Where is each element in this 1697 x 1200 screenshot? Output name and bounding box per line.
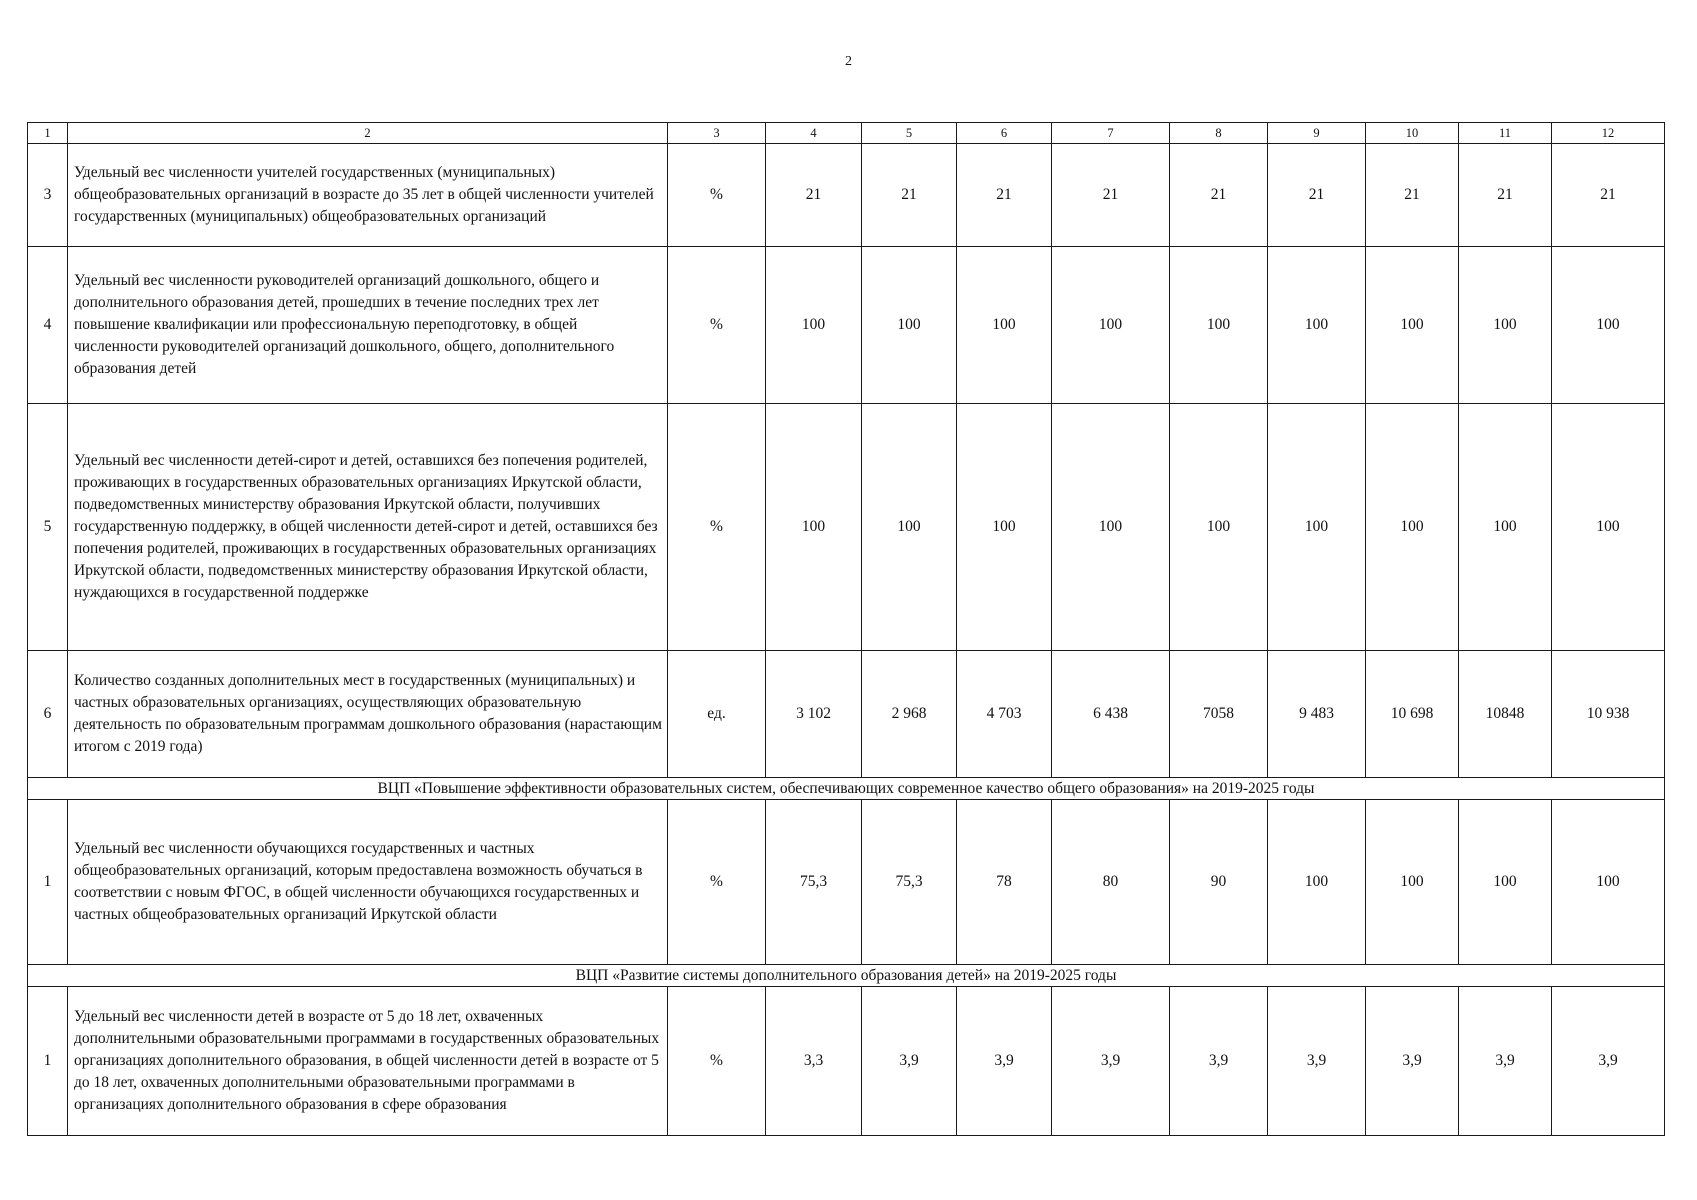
section-title-additional-education: ВЦП «Развитие системы дополнительного образования детей» на 2019-2025 годы [28,965,1665,987]
value-cell: 3,9 [1268,987,1366,1136]
unit-cell: % [668,404,766,651]
value-cell: 100 [862,404,957,651]
indicator-name: Удельный вес численности учителей государственных (муниципальных) общеобразовательных организаций в возрасте до 35 лет в общей численности учителей государственных (муниципальных) общеобразовательных организаций [68,144,668,247]
row-number: 1 [28,800,68,965]
value-cell: 10 698 [1366,651,1459,778]
value-cell: 21 [1459,144,1552,247]
value-cell: 100 [1552,800,1665,965]
value-cell: 3 102 [766,651,862,778]
value-cell: 6 438 [1052,651,1170,778]
header-cell: 12 [1552,123,1665,144]
row-number: 4 [28,247,68,404]
value-cell: 100 [1268,800,1366,965]
value-cell: 80 [1052,800,1170,965]
row-number: 5 [28,404,68,651]
header-cell: 4 [766,123,862,144]
value-cell: 75,3 [862,800,957,965]
indicator-name: Удельный вес численности руководителей организаций дошкольного, общего и дополнительного образования детей, прошедших в течение последних трех лет повышение квалификации или профессиональную переподготовку, в общей численности руководителей организаций дошкольного, общего, дополнительного образования детей [68,247,668,404]
value-cell: 3,9 [1052,987,1170,1136]
value-cell: 100 [1170,247,1268,404]
header-cell: 6 [957,123,1052,144]
unit-cell: % [668,800,766,965]
value-cell: 7058 [1170,651,1268,778]
header-cell: 8 [1170,123,1268,144]
value-cell: 21 [957,144,1052,247]
value-cell: 10848 [1459,651,1552,778]
table-row [28,651,1665,778]
header-cell: 9 [1268,123,1366,144]
value-cell: 75,3 [766,800,862,965]
value-cell: 3,9 [1459,987,1552,1136]
value-cell: 3,9 [862,987,957,1136]
header-cell: 3 [668,123,766,144]
unit-cell: % [668,247,766,404]
value-cell: 21 [1552,144,1665,247]
header-cell: 1 [28,123,68,144]
indicator-name: Удельный вес численности обучающихся государственных и частных общеобразовательных организаций, которым предоставлена возможность обучаться в соответствии с новым ФГОС, в общей численности обучающихся государственных и частных общеобразовательных организаций Иркутской области [68,800,668,965]
value-cell: 100 [1170,404,1268,651]
row-number: 1 [28,987,68,1136]
value-cell: 9 483 [1268,651,1366,778]
header-cell: 11 [1459,123,1552,144]
section-header-row [28,965,1665,987]
value-cell: 3,9 [1170,987,1268,1136]
value-cell: 21 [766,144,862,247]
table-row [28,247,1665,404]
value-cell: 21 [1170,144,1268,247]
value-cell: 100 [1052,247,1170,404]
value-cell: 100 [957,247,1052,404]
unit-cell: % [668,144,766,247]
value-cell: 3,9 [957,987,1052,1136]
table-row [28,404,1665,651]
value-cell: 100 [1459,247,1552,404]
value-cell: 3,3 [766,987,862,1136]
value-cell: 100 [1268,247,1366,404]
value-cell: 100 [1459,404,1552,651]
value-cell: 3,9 [1552,987,1665,1136]
indicator-name: Удельный вес численности детей в возрасте от 5 до 18 лет, охваченных дополнительными образовательными программами в государственных образовательных организациях дополнительного образования, в общей численности детей в возрасте от 5 до 18 лет, охваченных дополнительными образовательными программами в организациях дополнительного образования в сфере образования [68,987,668,1136]
value-cell: 100 [862,247,957,404]
value-cell: 90 [1170,800,1268,965]
table-row [28,987,1665,1136]
value-cell: 100 [1552,247,1665,404]
value-cell: 100 [1268,404,1366,651]
indicators-table [27,122,1665,1136]
value-cell: 3,9 [1366,987,1459,1136]
row-number: 6 [28,651,68,778]
value-cell: 100 [1052,404,1170,651]
header-cell: 5 [862,123,957,144]
unit-cell: ед. [668,651,766,778]
value-cell: 100 [957,404,1052,651]
section-title-general-education: ВЦП «Повышение эффективности образовательных систем, обеспечивающих современное качество общего образования» на 2019-2025 годы [28,778,1665,800]
value-cell: 100 [766,247,862,404]
unit-cell: % [668,987,766,1136]
value-cell: 21 [862,144,957,247]
value-cell: 100 [1366,247,1459,404]
header-cell: 10 [1366,123,1459,144]
value-cell: 4 703 [957,651,1052,778]
column-number-header [28,123,1665,144]
value-cell: 78 [957,800,1052,965]
value-cell: 100 [766,404,862,651]
row-number: 3 [28,144,68,247]
value-cell: 21 [1052,144,1170,247]
table-row [28,800,1665,965]
value-cell: 21 [1268,144,1366,247]
header-cell: 7 [1052,123,1170,144]
value-cell: 100 [1366,800,1459,965]
indicator-name: Количество созданных дополнительных мест в государственных (муниципальных) и частных образовательных организациях, осуществляющих образовательную деятельность по образовательным программам дошкольного образования (нарастающим итогом с 2019 года) [68,651,668,778]
indicator-name: Удельный вес численности детей-сирот и детей, оставшихся без попечения родителей, проживающих в государственных образовательных организациях Иркутской области, подведомственных министерству образования Иркутской области, получивших государственную поддержку, в общей численности детей-сирот и детей, оставшихся без попечения родителей, проживающих в государственных образовательных организациях Иркутской области, подведомственных министерству образования Иркутской области, нуждающихся в государственной поддержке [68,404,668,651]
value-cell: 100 [1459,800,1552,965]
table-row [28,144,1665,247]
value-cell: 21 [1366,144,1459,247]
value-cell: 100 [1552,404,1665,651]
value-cell: 2 968 [862,651,957,778]
section-header-row [28,778,1665,800]
page-number: 2 [845,54,852,69]
value-cell: 100 [1366,404,1459,651]
header-cell: 2 [68,123,668,144]
value-cell: 10 938 [1552,651,1665,778]
